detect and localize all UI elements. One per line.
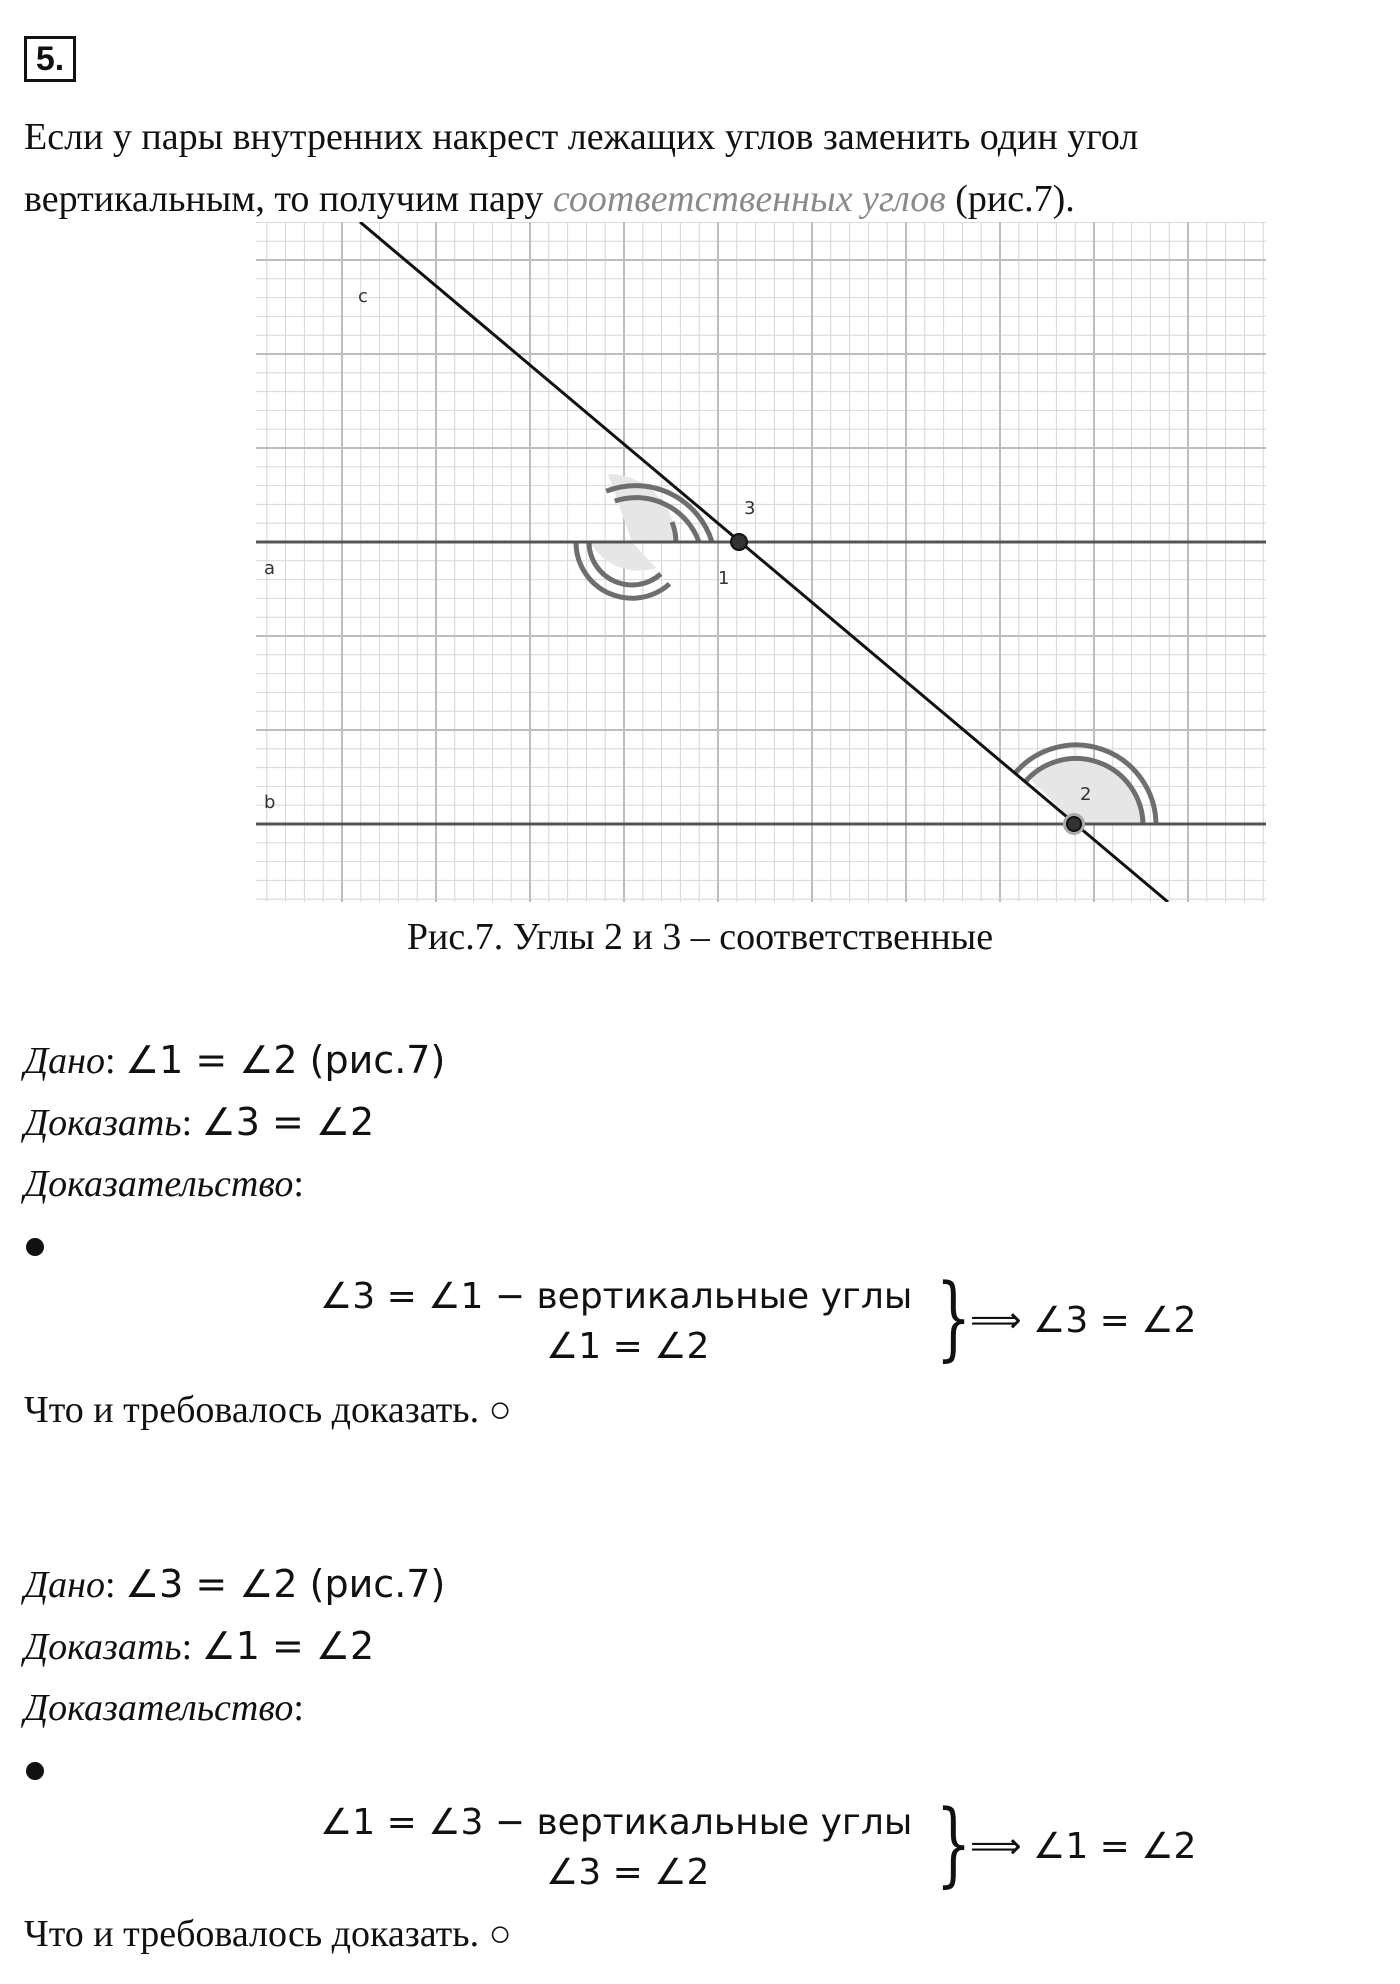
figure-caption: Рис.7. Углы 2 и 3 – соответственные xyxy=(406,916,994,958)
task-number: 5. xyxy=(24,36,76,82)
proof2-step1: ∠1 = ∠3 − вертикальные углы xyxy=(320,1802,913,1843)
bullet xyxy=(26,1238,44,1256)
brace: } xyxy=(936,1264,972,1371)
intersection-point-b xyxy=(1067,817,1081,831)
prove-statement: ∠3 = ∠2 xyxy=(201,1100,375,1144)
given-statement: ∠1 = ∠2 (рис.7) xyxy=(125,1038,446,1082)
proof2-conclusion: ⟹ ∠1 = ∠2 xyxy=(970,1826,1197,1867)
proof1-conclusion: ⟹ ∠3 = ∠2 xyxy=(970,1300,1197,1341)
label-line-a: a xyxy=(264,558,276,579)
given-label: Дано xyxy=(24,1040,106,1082)
angle-1-arc xyxy=(590,542,656,571)
intro-highlight: соответственных углов xyxy=(552,178,946,220)
brace: } xyxy=(936,1790,972,1897)
proof2-prove: Доказать: ∠1 = ∠2 xyxy=(24,1624,375,1668)
given-label: Дано xyxy=(24,1564,106,1606)
proof1-qed: Что и требовалось доказать. ○ xyxy=(24,1389,512,1431)
figure-diagram xyxy=(256,222,1266,902)
proof1-step2: ∠1 = ∠2 xyxy=(546,1326,710,1367)
proof1-step1: ∠3 = ∠1 − вертикальные углы xyxy=(320,1276,913,1317)
proof2-step2: ∠3 = ∠2 xyxy=(546,1852,710,1893)
proof2-given: Дано: ∠3 = ∠2 (рис.7) xyxy=(24,1562,446,1606)
proof2-qed: Что и требовалось доказать. ○ xyxy=(24,1913,512,1955)
label-line-c: c xyxy=(358,286,368,307)
intro-text-end: (рис.7). xyxy=(945,178,1075,220)
label-angle-3: 3 xyxy=(744,498,756,519)
proof1-prove: Доказать: ∠3 = ∠2 xyxy=(24,1100,375,1144)
label-line-b: b xyxy=(264,792,276,813)
intro-text: Если у пары внутренних накрест лежащих углов заменить один угол вертикальным, то получим пару xyxy=(24,116,1139,220)
proof2-proof-heading: Доказательство: xyxy=(24,1687,304,1729)
line-c xyxy=(360,222,1168,902)
prove-label: Доказать xyxy=(24,1626,182,1668)
prove-statement: ∠1 = ∠2 xyxy=(201,1624,375,1668)
intro-paragraph xyxy=(24,106,1364,230)
given-statement: ∠3 = ∠2 (рис.7) xyxy=(125,1562,446,1606)
proof1-proof-heading: Доказательство: xyxy=(24,1163,304,1205)
proof-label: Доказательство xyxy=(24,1687,294,1729)
bullet xyxy=(26,1762,44,1780)
intersection-point-a xyxy=(731,534,747,550)
proof-label: Доказательство xyxy=(24,1163,294,1205)
prove-label: Доказать xyxy=(24,1102,182,1144)
label-angle-2: 2 xyxy=(1080,784,1092,805)
proof1-given: Дано: ∠1 = ∠2 (рис.7) xyxy=(24,1038,446,1082)
label-angle-1: 1 xyxy=(718,568,730,589)
